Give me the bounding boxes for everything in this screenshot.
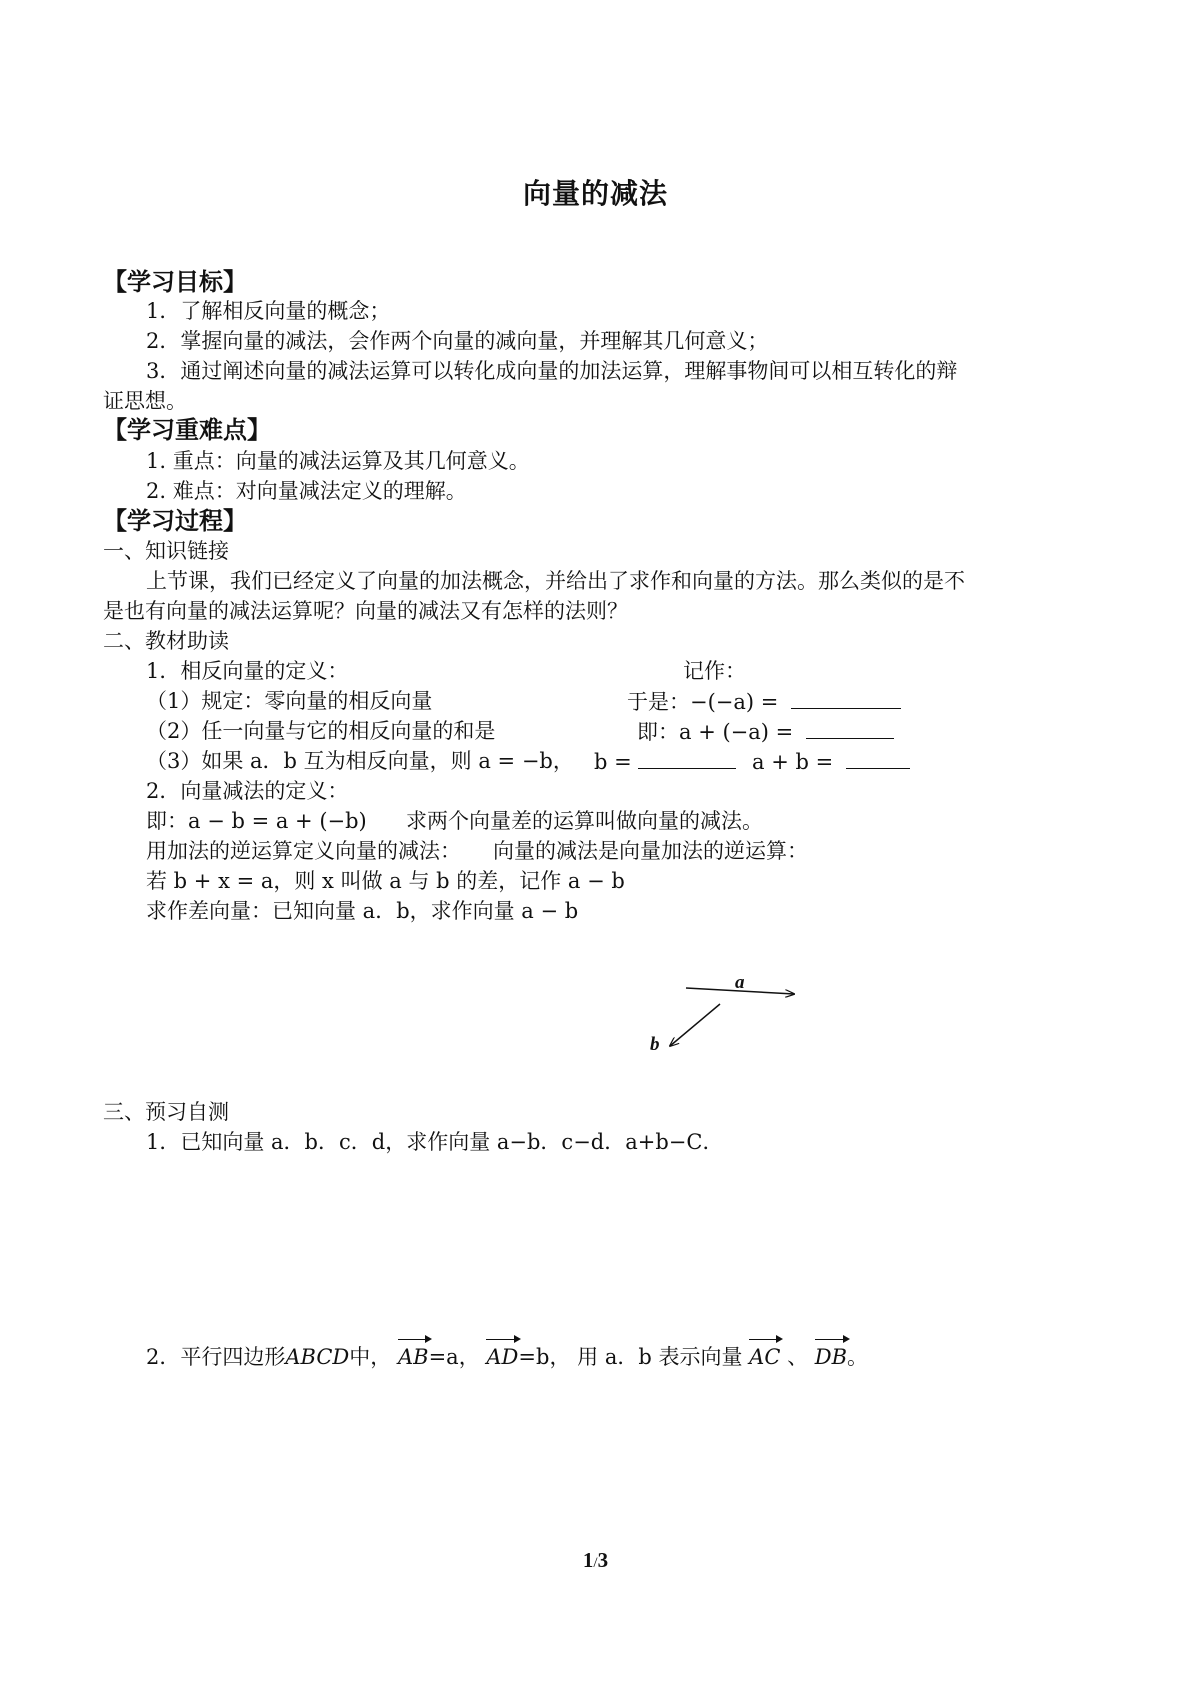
part3-title: 三、预习自测 (103, 1100, 229, 1124)
q2-eq2: =b， (518, 1345, 571, 1369)
page-current: 1 (582, 1548, 594, 1572)
goals-heading: 【学习目标】 (103, 268, 247, 296)
page-total: 3 (597, 1548, 609, 1572)
inverse-right: 向量的减法是向量加法的逆运算： (493, 839, 808, 863)
rule1-blank[interactable] (791, 686, 901, 709)
rule3-mid-blank[interactable] (638, 746, 736, 769)
page-sep: / (593, 1555, 598, 1571)
keypoint-item-2: 2. 难点：对向量减法定义的理解。 (146, 479, 467, 503)
def2-label: 2．向量减法的定义： (146, 779, 349, 803)
q2-sep: 、 (787, 1345, 809, 1369)
def2-formula: 即：a − b = a + (−b) (146, 809, 367, 833)
rule2-right-text: 即：a + (−a) = (637, 720, 794, 744)
rule3-mid (594, 746, 736, 777)
vector-ad: AD (486, 1342, 518, 1372)
vector-a-label: a (735, 972, 745, 993)
q2-eq1: =a， (428, 1345, 480, 1369)
vector-db: DB (815, 1342, 847, 1372)
goal-item-3-cont: 证思想。 (103, 389, 187, 413)
part1-text-2: 是也有向量的减法运算呢？向量的减法又有怎样的法则？ (103, 599, 628, 623)
rule3-right-text: a + b = (752, 750, 834, 774)
q2-end: 。 (847, 1345, 869, 1369)
vector-b-label: b (650, 1034, 660, 1055)
q2-prefix: 2．平行四边形 (146, 1345, 286, 1369)
construct-task: 求作差向量：已知向量 a．b，求作向量 a − b (146, 899, 579, 923)
document-title: 向量的减法 (522, 177, 668, 210)
def1-label: 1．相反向量的定义： (146, 659, 349, 683)
process-heading: 【学习过程】 (103, 507, 247, 535)
rule3-left: （3）如果 a．b 互为相反向量，则 a = −b， (146, 749, 574, 773)
inverse-rule: 若 b + x = a，则 x 叫做 a 与 b 的差，记作 a − b (146, 869, 625, 893)
rule3-right-blank[interactable] (846, 746, 910, 769)
page-number (0, 1548, 1191, 1573)
q2-mid1: 中， (349, 1345, 392, 1369)
def2-desc: 求两个向量差的运算叫做向量的减法。 (406, 809, 763, 833)
keypoints-heading: 【学习重难点】 (103, 416, 271, 444)
def1-note: 记作： (683, 659, 746, 683)
vector-ab: AB (398, 1342, 429, 1372)
q2-mid2: 用 a．b 表示向量 (577, 1345, 743, 1369)
vector-b-arrow (670, 1004, 720, 1046)
question-1: 1．已知向量 a．b．c．d，求作向量 a−b．c−d．a+b−C． (146, 1130, 724, 1154)
rule2-blank[interactable] (806, 716, 894, 739)
rule2-left: （2）任一向量与它的相反向量的和是 (146, 719, 496, 743)
rule3-right (752, 746, 910, 777)
keypoint-item-1: 1. 重点：向量的减法运算及其几何意义。 (146, 449, 530, 473)
rule2-right (637, 716, 894, 747)
part2-title: 二、教材助读 (103, 629, 229, 653)
goal-item-1: 1．了解相反向量的概念； (146, 299, 391, 323)
inverse-left: 用加法的逆运算定义向量的减法： (146, 839, 461, 863)
rule3-mid-text: b = (594, 750, 632, 774)
vector-ac: AC (749, 1342, 780, 1372)
rule1-right (627, 686, 901, 717)
rule1-right-text: 于是：−(−a) = (627, 690, 779, 714)
part1-title: 一、知识链接 (103, 539, 229, 563)
part1-text-1: 上节课，我们已经定义了向量的加法概念，并给出了求作和向量的方法。那么类似的是不 (146, 569, 965, 593)
question-2 (146, 1342, 868, 1372)
goal-item-3: 3．通过阐述向量的减法运算可以转化成向量的加法运算，理解事物间可以相互转化的辩 (146, 359, 958, 383)
goal-item-2: 2．掌握向量的减法，会作两个向量的减向量，并理解其几何意义； (146, 329, 769, 353)
rule1-left: （1）规定：零向量的相反向量 (146, 689, 433, 713)
q2-shape: ABCD (285, 1345, 350, 1369)
vector-diagram (650, 972, 880, 1140)
